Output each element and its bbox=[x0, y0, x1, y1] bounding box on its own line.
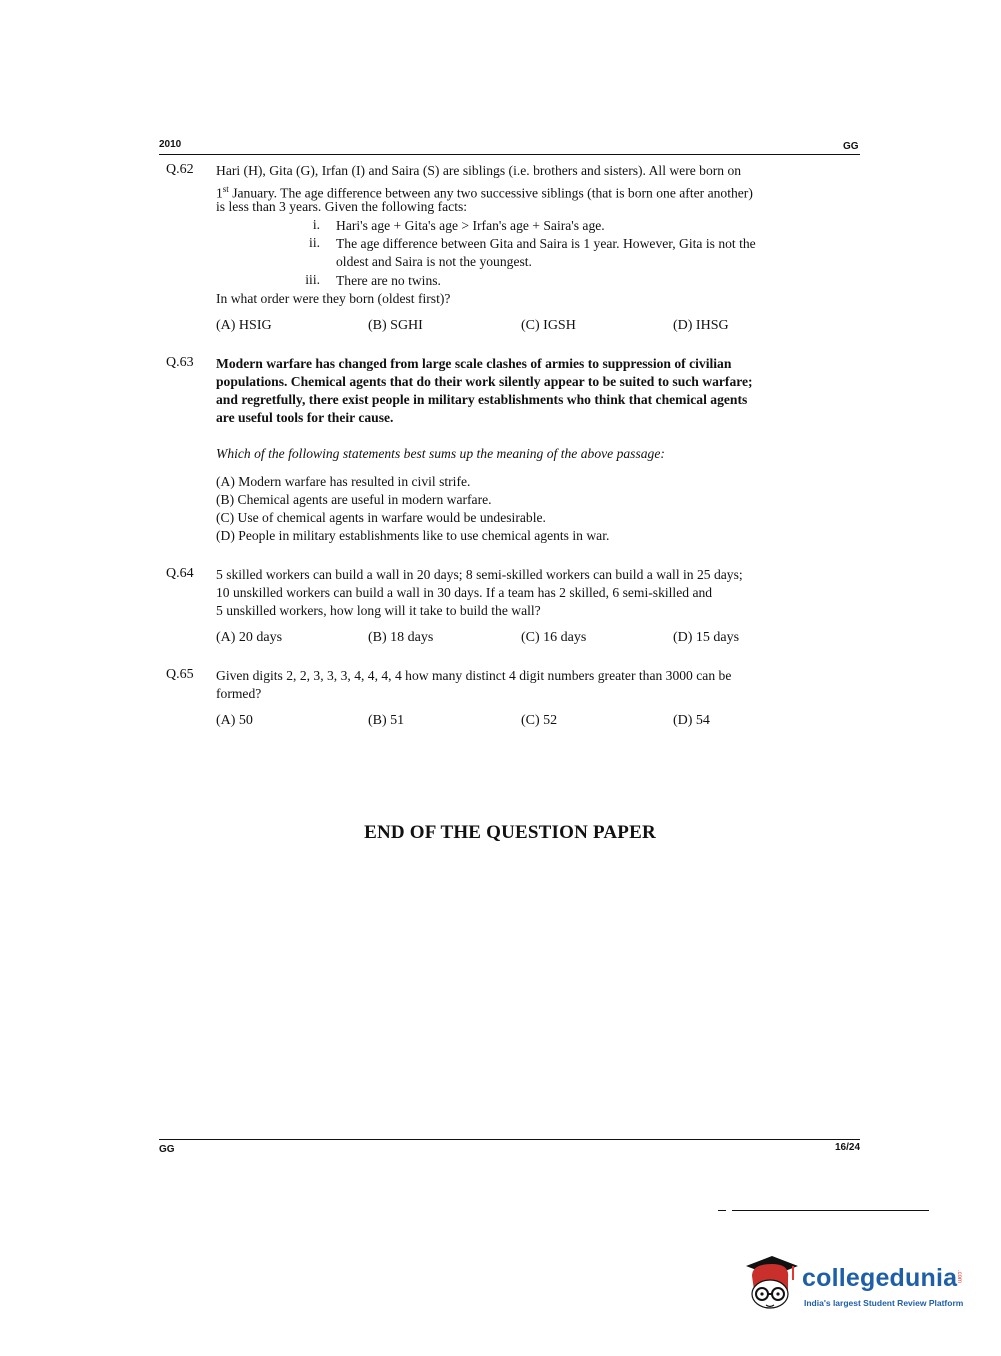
q63-passage-line-1: Modern warfare has changed from large scale clashes of armies to suppression of civilian bbox=[216, 356, 732, 371]
q62-line-1: Hari (H), Gita (G), Irfan (I) and Saira (S) are siblings (i.e. brothers and sisters). All were born on bbox=[216, 163, 742, 178]
collegedunia-wordmark bbox=[802, 1264, 957, 1293]
q63-passage-line-3: and regretfully, there exist people in military establishments who think that chemical agents bbox=[216, 392, 748, 407]
q62-option-b: (B) SGHI bbox=[368, 318, 423, 333]
q62-line-2-sup: st bbox=[222, 184, 229, 194]
q64-option-b: (B) 18 days bbox=[368, 630, 434, 645]
q63-passage-line-4: are useful tools for their cause. bbox=[216, 410, 394, 425]
q65-line-1: Given digits 2, 2, 3, 3, 3, 4, 4, 4, 4 how many distinct 4 digit numbers greater than 3000 can be bbox=[216, 668, 732, 683]
q65-option-a: (A) 50 bbox=[216, 713, 253, 728]
header-code: GG bbox=[843, 141, 859, 152]
collegedunia-logo bbox=[742, 1250, 972, 1320]
q62-fact-3-text: There are no twins. bbox=[336, 273, 441, 288]
q63-question: Which of the following statements best sums up the meaning of the above passage: bbox=[216, 446, 665, 461]
collegedunia-name: collegedunia bbox=[802, 1264, 958, 1292]
q62-fact-1-text: Hari's age + Gita's age > Irfan's age + Saira's age. bbox=[336, 218, 605, 233]
q62-option-d: (D) IHSG bbox=[673, 318, 729, 333]
footer-rule bbox=[159, 1139, 860, 1140]
footer-code: GG bbox=[159, 1144, 175, 1155]
q63-option-c: (C) Use of chemical agents in warfare would be undesirable. bbox=[216, 510, 546, 525]
q62-line-2-post: January. The age difference between any two successive siblings (that is born one after another) bbox=[228, 185, 753, 201]
q62-line-3: is less than 3 years. Given the following facts: bbox=[216, 199, 468, 214]
q62-fact-2-num: ii. bbox=[309, 235, 320, 250]
q63-option-a: (A) Modern warfare has resulted in civil strife. bbox=[216, 474, 471, 489]
q65-option-c: (C) 52 bbox=[521, 713, 558, 728]
q64-option-d: (D) 15 days bbox=[673, 630, 740, 645]
q63-option-b: (B) Chemical agents are useful in modern warfare. bbox=[216, 492, 492, 507]
q62-question: In what order were they born (oldest first)? bbox=[216, 291, 451, 306]
q62-fact-3-num: iii. bbox=[305, 272, 320, 287]
collegedunia-mascot-icon bbox=[742, 1250, 800, 1312]
header-rule bbox=[159, 154, 860, 155]
q63-option-d: (D) People in military establishments like to use chemical agents in war. bbox=[216, 528, 610, 543]
q64-line-2: 10 unskilled workers can build a wall in 30 days. If a team has 2 skilled, 6 semi-skilled and bbox=[216, 585, 713, 600]
q62-number: Q.62 bbox=[166, 162, 194, 177]
q62-option-a: (A) HSIG bbox=[216, 318, 272, 333]
q65-number: Q.65 bbox=[166, 667, 194, 682]
footer-page: 16/24 bbox=[835, 1142, 861, 1153]
q62-fact-1-num: i. bbox=[312, 217, 320, 232]
scan-rule bbox=[732, 1210, 929, 1211]
collegedunia-com: .com bbox=[956, 1270, 962, 1284]
q64-number: Q.64 bbox=[166, 566, 194, 581]
q62-fact-2-text: The age difference between Gita and Saira is 1 year. However, Gita is not the bbox=[336, 236, 756, 251]
q62-option-c: (C) IGSH bbox=[521, 318, 576, 333]
q62-line-2-pre: 1 bbox=[216, 185, 223, 201]
q64-option-c: (C) 16 days bbox=[521, 630, 587, 645]
header-year: 2010 bbox=[159, 139, 182, 150]
q64-option-a: (A) 20 days bbox=[216, 630, 283, 645]
end-of-paper-heading: END OF THE QUESTION PAPER bbox=[364, 822, 656, 843]
q65-option-b: (B) 51 bbox=[368, 713, 405, 728]
q65-line-2: formed? bbox=[216, 686, 262, 701]
q62-fact-2-cont: oldest and Saira is not the youngest. bbox=[336, 254, 532, 269]
q64-line-3: 5 unskilled workers, how long will it take to build the wall? bbox=[216, 603, 541, 618]
collegedunia-tagline: India's largest Student Review Platform bbox=[804, 1298, 964, 1308]
q64-line-1: 5 skilled workers can build a wall in 20 days; 8 semi-skilled workers can build a wall in 25 days; bbox=[216, 567, 743, 582]
q63-passage-line-2: populations. Chemical agents that do their work silently appear to be suited to such warfare; bbox=[216, 374, 753, 389]
q65-option-d: (D) 54 bbox=[673, 713, 710, 728]
q63-number: Q.63 bbox=[166, 355, 194, 370]
scan-dash bbox=[718, 1210, 726, 1211]
